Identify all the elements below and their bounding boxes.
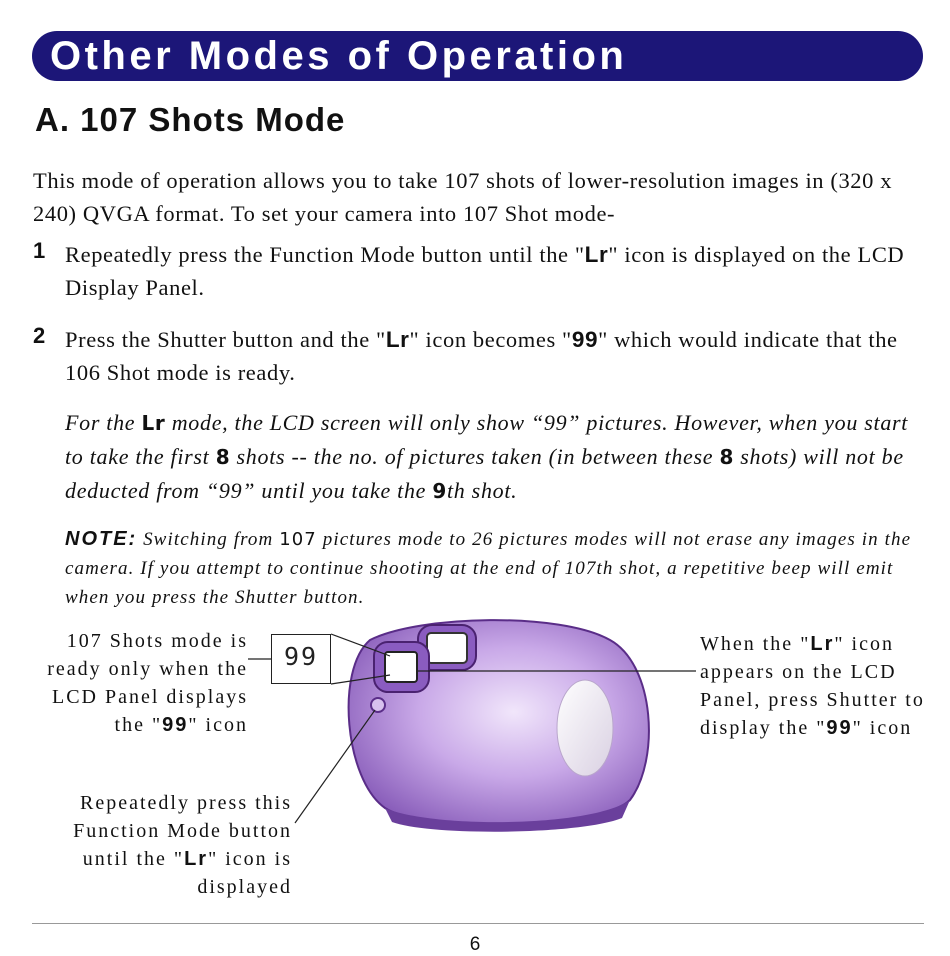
italic-text: shots -- the no. of pictures taken (in between these	[230, 444, 720, 469]
callout-text: 107 Shots mode is ready only when the LCD Panel displays the "	[47, 630, 248, 736]
lr-icon-label: Lr	[184, 848, 209, 870]
note-text: Switching from	[137, 529, 280, 550]
lr-icon-label: Lr	[584, 242, 609, 267]
lens	[557, 680, 613, 776]
note-number: 107	[279, 529, 317, 550]
lr-icon-label: Lr	[385, 327, 410, 352]
note-text: pictures mode to 26 pictures modes will not erase any images in the camera. If you attempt to continue shooting at the end of 107th shot, a repetitive beep will emit when you press the Shutter button.	[65, 529, 912, 608]
99-icon-label: 99	[826, 717, 853, 739]
viewfinder-window	[427, 633, 467, 663]
italic-text: th shot.	[446, 478, 518, 503]
99-icon-label: 99	[571, 327, 599, 352]
italic-text: For the	[65, 410, 142, 435]
callout-text: When the "	[700, 633, 811, 655]
lcd-digit: 8	[719, 445, 735, 469]
step-2-number: 2	[33, 323, 46, 348]
lcd-display-box	[271, 634, 331, 684]
step-2-middle: " icon becomes "	[409, 327, 572, 352]
callout-text: " icon is displayed	[197, 848, 292, 898]
intro-paragraph: This mode of operation allows you to take 107 shots of lower-resolution images in (320 x 240) QVGA format. To set your camera into 107 Shot mode-	[33, 168, 893, 226]
function-mode-button	[371, 698, 385, 712]
lr-icon-label: Lr	[810, 633, 835, 655]
step-2-after: " which would indicate that the 106 Shot mode is ready.	[65, 327, 898, 385]
italic-text: shots) will not be deducted from “99” until you take the	[65, 444, 904, 503]
lcd-digit: 8	[215, 445, 231, 469]
step-2-before: Press the Shutter button and the "	[65, 327, 386, 352]
page-number: 6	[469, 934, 481, 955]
callout-text: Repeatedly press this Function Mode button until the "	[73, 792, 292, 870]
callout-left	[20, 627, 248, 739]
note-label: NOTE:	[65, 528, 138, 550]
callout-text: " icon	[188, 714, 248, 736]
lcd-digit: 9	[432, 479, 447, 503]
footer-rule	[32, 923, 924, 924]
callout-bottom	[40, 789, 292, 901]
callout-text: " icon appears on the LCD Panel, press Shutter to display the "	[700, 633, 925, 739]
section-title: A. 107 Shots Mode	[35, 101, 346, 138]
99-icon-label: 99	[162, 714, 189, 736]
italic-text: mode, the LCD screen will only show “99” pictures. However, when you start to take the first	[65, 410, 909, 469]
lcd-display-value: 99	[283, 642, 319, 671]
step-1-number: 1	[33, 238, 46, 263]
step-1-before: Repeatedly press the Function Mode button until the "	[65, 242, 585, 267]
lr-lcd-icon: Lr	[141, 411, 166, 435]
step-1-after: " icon is displayed on the LCD Display Panel.	[65, 242, 905, 300]
banner-title: Other Modes of Operation	[50, 34, 628, 78]
callout-right	[700, 630, 930, 742]
callout-text: " icon	[852, 717, 913, 739]
